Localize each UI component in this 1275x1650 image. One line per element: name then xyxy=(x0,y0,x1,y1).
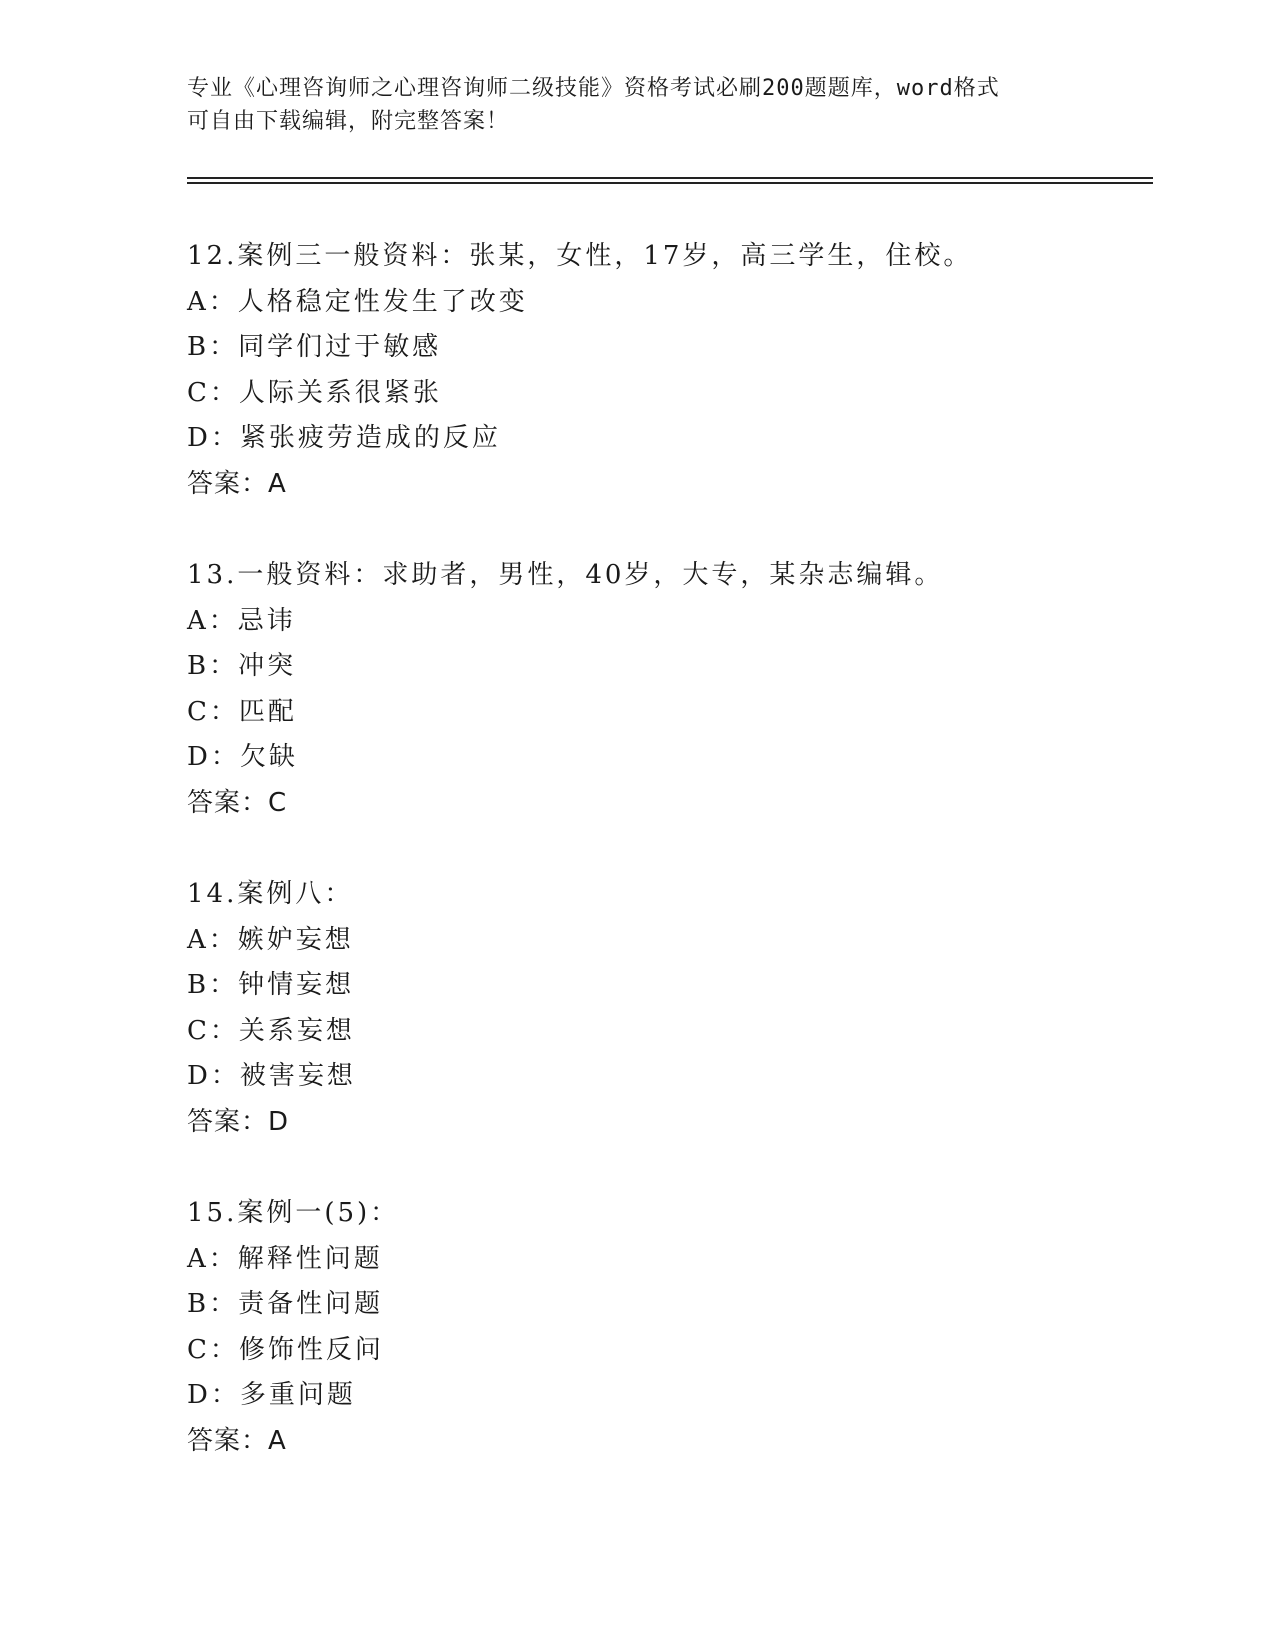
option-a: A：忌讳 xyxy=(187,605,296,636)
option-a: A：人格稳定性发生了改变 xyxy=(187,286,528,317)
option-b: B：冲突 xyxy=(187,651,297,681)
option-d: D：被害妄想 xyxy=(187,1061,356,1091)
answer-line: 答案：A xyxy=(187,1425,287,1456)
answer-line: 答案：C xyxy=(187,787,288,818)
option-c: C：修饰性反问 xyxy=(187,1334,384,1365)
question-14 xyxy=(187,872,1187,1145)
option-d: D：多重问题 xyxy=(187,1380,356,1410)
option-a: A：解释性问题 xyxy=(187,1243,383,1274)
option-b: B：同学们过于敏感 xyxy=(187,332,442,362)
answer-line: 答案：D xyxy=(187,1106,290,1137)
option-a: A：嫉妒妄想 xyxy=(187,924,354,955)
question-title: 12.案例三一般资料：张某，女性，17岁，高三学生，住校。 xyxy=(187,241,973,271)
question-13 xyxy=(187,553,1187,826)
question-title: 15.案例一(5)： xyxy=(187,1198,400,1228)
document-header xyxy=(187,72,1087,138)
option-b: B：钟情妄想 xyxy=(187,970,355,1000)
option-c: C：人际关系很紧张 xyxy=(187,377,442,408)
question-12 xyxy=(187,234,1187,507)
option-b: B：责备性问题 xyxy=(187,1289,384,1319)
header-divider-bottom xyxy=(187,182,1153,184)
answer-line: 答案：A xyxy=(187,468,287,499)
option-d: D：紧张疲劳造成的反应 xyxy=(187,423,501,453)
question-title: 14.案例八： xyxy=(187,879,354,909)
option-c: C：关系妄想 xyxy=(187,1015,355,1046)
question-15 xyxy=(187,1191,1187,1464)
question-title: 13.一般资料：求助者，男性，40岁，大专，某杂志编辑。 xyxy=(187,560,944,590)
header-line-1: 专业《心理咨询师之心理咨询师二级技能》资格考试必刷200题题库，word格式 xyxy=(187,76,1000,101)
option-d: D：欠缺 xyxy=(187,742,298,772)
header-line-2: 可自由下载编辑，附完整答案！ xyxy=(187,109,510,134)
option-c: C：匹配 xyxy=(187,696,297,727)
header-divider-top xyxy=(187,177,1153,179)
